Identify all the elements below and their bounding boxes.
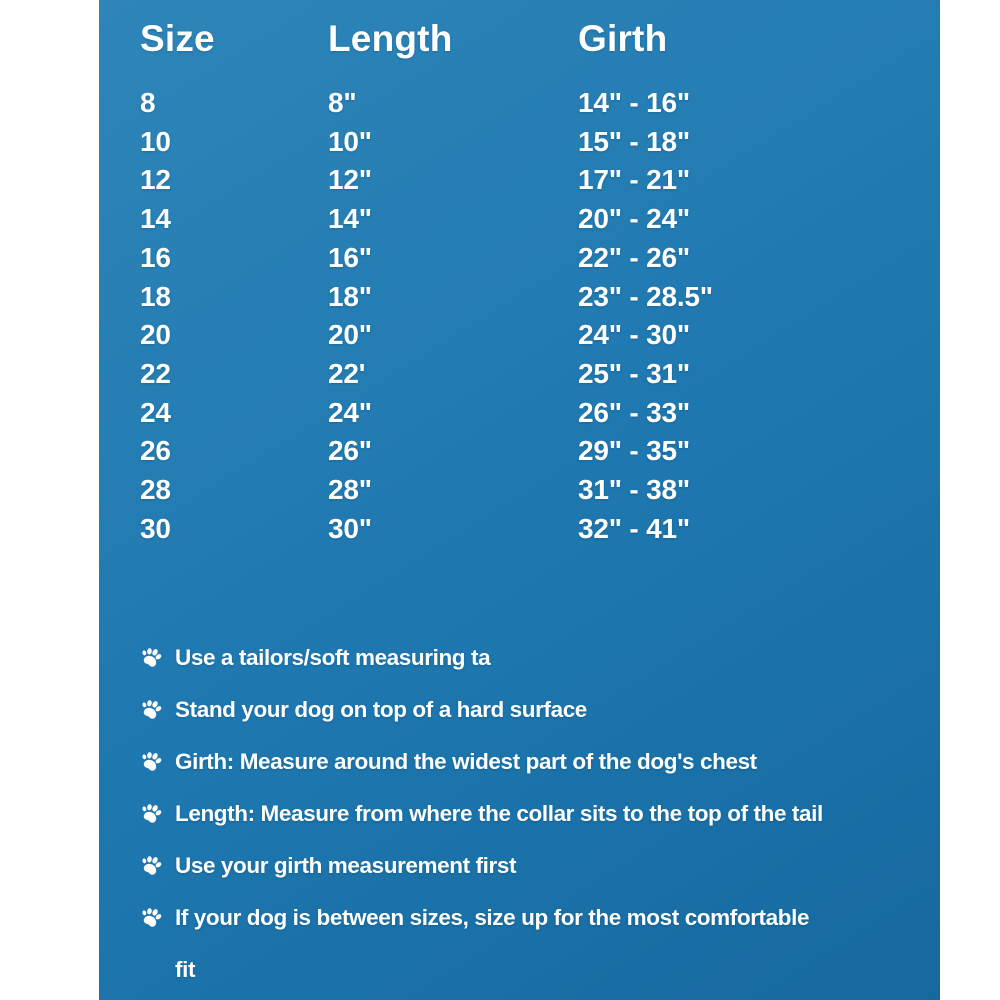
paw-icon <box>138 840 165 892</box>
cell-length: 16" <box>328 241 372 273</box>
cell-size: 22 <box>140 357 171 389</box>
note-text: Use a tailors/soft measuring ta <box>175 645 491 671</box>
list-item <box>138 684 940 736</box>
cell-length: 18" <box>328 280 372 312</box>
cell-girth: 23" - 28.5" <box>578 280 713 312</box>
cell-girth: 14" - 16" <box>578 87 690 118</box>
cell-length: 10" <box>328 125 372 157</box>
cell-length: 24" <box>328 396 372 428</box>
measuring-tips-list <box>138 632 940 996</box>
size-table <box>99 0 940 548</box>
cell-girth: 26" - 33" <box>578 396 690 428</box>
paw-icon <box>138 736 165 788</box>
cell-size: 10 <box>140 125 171 157</box>
cell-size: 12 <box>140 164 171 196</box>
cell-girth: 17" - 21" <box>578 164 690 196</box>
column-header-size: Size <box>140 18 215 59</box>
paw-icon <box>138 684 165 736</box>
list-item <box>138 632 940 684</box>
cell-girth: 25" - 31" <box>578 357 690 389</box>
list-item <box>138 736 940 788</box>
cell-size: 20 <box>140 319 171 351</box>
cell-size: 16 <box>140 241 171 273</box>
cell-length: 28" <box>328 474 372 506</box>
cell-size: 26 <box>140 435 171 467</box>
cell-length: 22' <box>328 357 366 389</box>
cell-girth: 22" - 26" <box>578 241 690 273</box>
column-header-girth: Girth <box>578 18 668 59</box>
list-item <box>138 788 940 840</box>
cell-girth: 15" - 18" <box>578 125 690 157</box>
cell-size: 24 <box>140 396 171 428</box>
cell-size: 18 <box>140 280 171 312</box>
cell-length: 8" <box>328 87 357 118</box>
cell-size: 8 <box>140 87 156 118</box>
cell-size: 28 <box>140 474 171 506</box>
column-header-length: Length <box>328 18 453 59</box>
cell-size: 30 <box>140 512 171 544</box>
note-text: Girth: Measure around the widest part of the dog's chest <box>175 749 757 775</box>
cell-length: 12" <box>328 164 372 196</box>
paw-icon <box>138 788 165 840</box>
cell-girth: 31" - 38" <box>578 474 690 506</box>
cell-size: 14 <box>140 203 171 235</box>
paw-icon <box>138 632 165 684</box>
note-text: Length: Measure from where the collar sits to the top of the tail <box>175 801 823 827</box>
size-chart-panel <box>99 0 940 1000</box>
cell-girth: 29" - 35" <box>578 435 690 467</box>
note-text: Stand your dog on top of a hard surface <box>175 697 587 723</box>
cell-girth: 32" - 41" <box>578 512 690 544</box>
list-item <box>138 892 940 996</box>
cell-girth: 20" - 24" <box>578 203 690 235</box>
note-text: If your dog is between sizes, size up for the most comfortable <box>175 905 810 931</box>
cell-length: 14" <box>328 203 372 235</box>
paw-icon <box>138 892 165 944</box>
note-text: Use your girth measurement first <box>175 853 517 879</box>
list-item <box>138 840 940 892</box>
cell-length: 30" <box>328 512 372 544</box>
note-text-continued: fit <box>175 957 196 983</box>
cell-length: 20" <box>328 319 372 351</box>
cell-length: 26" <box>328 435 372 467</box>
cell-girth: 24" - 30" <box>578 319 690 351</box>
